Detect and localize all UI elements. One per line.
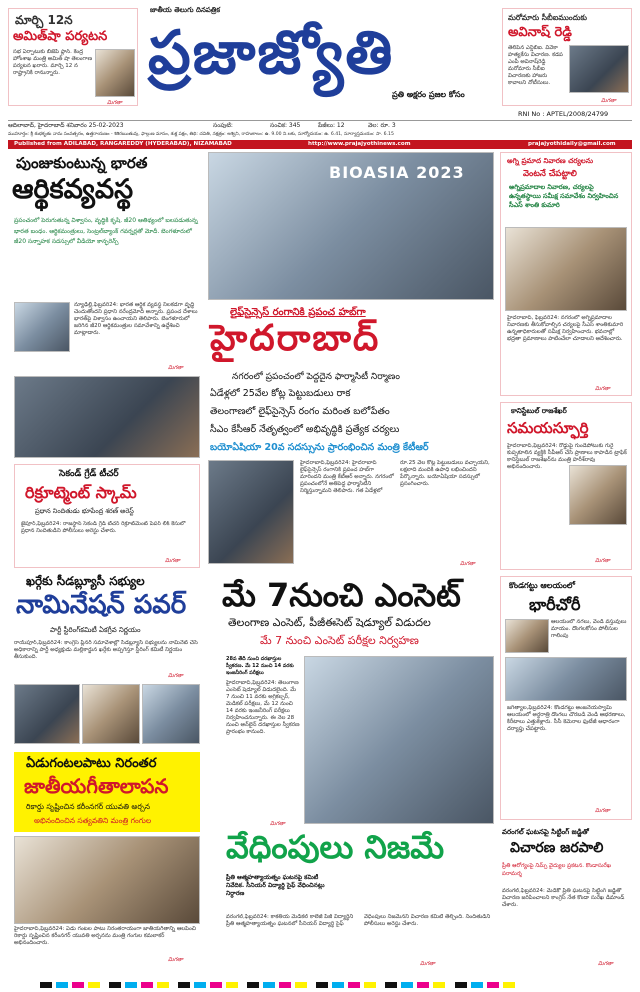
avinash-reddy-photo (569, 45, 629, 93)
constable-photo (569, 465, 627, 525)
warangal-headline: విచారణ జరపాలి (510, 840, 604, 856)
economy-deck: ప్రపంచంలో పెరుగుతున్న విశ్వాసం, వృద్ధికి కృషి. జీ20 ఆతిథ్యంలో బలపడుతున్న భారత బంధం. ఆర్థికమంత్రులు, సెంట్రల్‌బ్యాంక్ గవర్నర్లతో మోదీ. బెంగళూరులో జీ20 సన్నాహక సదస్సులో వీడియో కాన్ఫరెన్స్ (14, 217, 198, 245)
eamcet-headline: మే 7నుంచి ఎంసెట్ (222, 576, 461, 614)
harassment-more: మిగతా (420, 961, 436, 967)
harassment-deck: ప్రీతి ఆత్మహత్యాయత్నం ఘటనపై కమిటీ నివేదిక. సీనియర్ విద్యార్థి సైఫ్ వేధించినట్లు నిర్ధారణ (226, 874, 325, 897)
hyderabad-overline: లైఫ్‌సైన్సెస్ రంగానికి ప్రపంచ హబ్‌గా (230, 307, 366, 318)
ktr-speech-photo (208, 460, 294, 564)
hyderabad-line2: ఏడేళ్లలో 25వేల కోట్ల పెట్టుబడులు రాక (210, 388, 351, 399)
anthem-body: హైదరాబాద్,ఫిబ్రవరి24: ఏడు గంటల పాటు నిరంతరాయంగా జాతీయగీతాన్ని ఆలపించి రికార్డు సృష్టించిన కరీంనగర్ యువతి అర్చనను మంత్రి గంగుల కమలాకర్ అభినందించారు. (14, 926, 197, 946)
congress-body: రాయ్‌పూర్,ఫిబ్రవరి24: కాంగ్రెస్ ప్లీనరీ సమావేశాల్లో సీడబ్ల్యూసీ సభ్యులను నామినేట్ చేసే అధికారాన్ని పార్టీ అధ్యక్షుడు మల్లికార్జున ఖర్గేకు అప్పగిస్తూ స్టీరింగ్ కమిటీ నిర్ణయం తీసుకుంది. (14, 640, 198, 660)
eamcet-body: హైదరాబాద్,ఫిబ్రవరి24: తెలంగాణ ఎంసెట్ షెడ్యూల్ విడుదలైంది. మే 7 నుంచి 11 వరకు అగ్రికల్చర్, మెడికల్ పరీక్షలు, మే 12 నుంచి 14 వరకు ఇంజనీరింగ్ పరీక్షలు నిర్వహించనున్నారు. ఈ నెల 28 నుంచి ఆన్‌లైన్ దరఖాస్తుల స్వీకరణ ప్రారంభం కానుంది. (226, 680, 300, 735)
eamcet-deck: 28వ తేదీ నుంచి దరఖాస్తుల స్వీకరణ. మే 12 నుంచి 14 వరకు ఇంజనీరింగ్ పరీక్షలు (226, 656, 294, 676)
anthem-headline: జాతీయగీతాలాపన (24, 774, 169, 798)
right-teaser-more: మిగతా (601, 98, 617, 104)
fire-kicker: అగ్ని ప్రమాద నివారణ చర్యలను (507, 157, 594, 165)
print-color-bar (40, 973, 600, 981)
warangal-more: మిగతా (598, 961, 614, 967)
recruit-headline: రిక్రూట్మెంట్ స్కామ్ (25, 483, 137, 502)
economy-body: న్యూఢిల్లీ,ఫిబ్రవరి24: భారత ఆర్థిక వ్యవస్థ నిలకడగా వృద్ధి చెందుతోందని ప్రధాని నరేంద్రమోదీ అన్నారు. ప్రపంచ దేశాలు భారత్‌పై విశ్వాసం ఉంచాయని తెలిపారు. బెంగళూరులో జరిగిన జీ20 ఆర్థికమంత్రుల సమావేశాన్ని ఉద్దేశించి మాట్లాడారు. (74, 302, 198, 336)
fire-headline: వెంటనే చేపట్టాలి (523, 169, 577, 179)
theft-body: జగిత్యాల,ఫిబ్రవరి24: కొండగట్టు ఆంజనేయస్వామి ఆలయంలో అర్ధరాత్రి దొంగలు చొరబడి వెండి ఆభరణాలు, కిరీటాలు ఎత్తుకెళ్లారు. సీసీ కెమెరాల ఫుటేజీ ఆధారంగా దర్యాప్తు చేపట్టారు. (507, 705, 626, 732)
constable-headline: సమయస్ఫూర్తి (507, 419, 589, 437)
anthem-more: మిగతా (168, 957, 184, 963)
recruit-kicker: సెకండ్ గ్రేడ్ టీచర్ (59, 469, 119, 479)
congress-hall-photo (82, 684, 140, 744)
theft-kicker: కొండగట్టు ఆలయంలో (509, 581, 576, 590)
harassment-body: వరంగల్,ఫిబ్రవరి24: కాకతీయ మెడికల్ కాలేజీ పీజీ విద్యార్థిని ప్రీతి ఆత్మహత్యాయత్నం ఘటనలో సీనియర్ విద్యార్థి సైఫ్ వేధింపులు నిజమేనని విచారణ కమిటీ తేల్చింది. నిందితుడిని పోలీసులు అరెస్టు చేశారు. (226, 914, 491, 927)
fire-body: హైదరాబాద్, ఫిబ్రవరి24: నగరంలో అగ్నిప్రమాదాల నివారణకు తీసుకోవాల్సిన చర్యలపై సీఎస్ శాంతికుమారి ఉన్నతాధికారులతో సమీక్ష నిర్వహించారు. భవనాల్లో భద్రతా ప్రమాణాలు పాటించేలా చూడాలని ఆదేశించారు. (507, 315, 624, 342)
congress-leaders-photo (142, 684, 200, 744)
anthem-box (14, 752, 200, 832)
harassment-headline: వేధింపులు నిజమే (226, 828, 445, 866)
bioasia-photo (208, 152, 494, 300)
dateline-row (8, 120, 632, 130)
kondagattu-photo (505, 619, 549, 653)
congress-plenary-photo (14, 684, 80, 744)
hyderabad-line5: బయోఏషియా 20వ సదస్సును ప్రారంభించిన మంత్రి కేటీఆర్ (210, 442, 429, 453)
publisher-text: Published from ADILABAD, RANGAREDDY (HYDERABAD), NIZAMABAD (14, 141, 232, 147)
theft-scene-photo (505, 657, 627, 701)
recruit-box (14, 464, 200, 568)
students-photo (304, 656, 494, 824)
hyderabad-line1: నగరంలో ప్రపంచంలో పెద్దదైన ఫార్మాసిటీ నిర్మాణం (232, 372, 400, 382)
congress-more: మిగతా (168, 673, 184, 679)
warangal-kicker: వరంగల్ ఘటనపై సిట్టింగ్ జడ్జితో (502, 828, 589, 836)
cs-meeting-photo (505, 227, 627, 311)
dateline-price: వెల: రూ. 3 (368, 122, 396, 129)
dateline-volume: సంపుటి: (213, 122, 233, 129)
constable-more: మిగతా (595, 558, 611, 564)
theft-deck: ఆలయంలో నగలు, వెండి వస్తువులు మాయం. దొంగలకోసం పోలీసుల గాలింపు (551, 619, 627, 639)
hyderabad-line3: తెలంగాణలో లైఫ్‌సైన్సెస్ రంగం మరింత బలోపేతం (210, 406, 390, 417)
congress-deck: పార్టీ స్టీరింగ్‌కమిటీ ఏకగ్రీవ నిర్ణయం (50, 626, 141, 634)
dateline-pages: పేజీలు: 12 (318, 122, 345, 129)
publisher-website[interactable]: http://www.prajajyothinews.com (308, 141, 411, 147)
hyderabad-more: మిగతా (460, 561, 476, 567)
constable-box (500, 402, 632, 570)
congress-kicker: ఖర్గేకు సీడబ్ల్యూసీ సభ్యుల (26, 574, 145, 588)
anthem-line2: అభినందించిన సత్యవతిని మంత్రి గంగుల (34, 816, 152, 825)
left-teaser-body: సభ ఏర్పాటుకు బీజేపీ ప్లాన్. కేంద్ర హోంశాఖ మంత్రి అమిత్ షా తెలంగాణ పర్యటన ఖరారు. మార్చి 12 న రాష్ట్రానికి రానున్నారు. (13, 49, 93, 76)
hyderabad-headline: హైదరాబాద్ (210, 318, 381, 359)
amit-shah-photo (95, 49, 135, 97)
rni-number: RNI No : APTEL/2008/24799 (518, 110, 609, 118)
eamcet-line2: మే 7 నుంచి ఎంసెట్ పరీక్షల నిర్వహణ (260, 634, 419, 647)
economy-kicker: పుంజుకుంటున్న భారత (16, 154, 148, 172)
left-teaser (8, 8, 138, 106)
warangal-body: వరంగల్,ఫిబ్రవరి24: మెడికో ప్రీతి ఘటనపై సిట్టింగ్ జడ్జితో విచారణ జరిపించాలని కాంగ్రెస్ నేత కొండా సురేఖ డిమాండ్ చేశారు. (502, 888, 625, 908)
fire-box (500, 152, 632, 396)
warangal-deck: ప్రీతి ఆరోగ్యంపై నిమ్స్ వైద్యుల ప్రకటన. కొండాసురేఖ పరామర్శ (502, 863, 612, 877)
congress-headline: నామినేషన్ పవర్ (16, 590, 187, 620)
anthem-kicker: ఏడుగంటలపాటు నిరంతర (26, 756, 157, 771)
anthem-line1: రికార్డు సృష్టించిన కరీంనగర్ యువతి అర్చన (26, 802, 150, 811)
theft-headline: భారీచోరీ (529, 595, 581, 614)
recruit-more: మిగతా (165, 558, 181, 564)
theft-more: మిగతా (595, 808, 611, 814)
hyderabad-body: హైదరాబాద్,ఫిబ్రవరి24: హైదరాబాద్ లైఫ్‌సైన్సెస్ రంగానికి ప్రపంచ హబ్‌గా మారిందని మంత్రి కేటీఆర్ అన్నారు. నగరంలో ప్రపంచంలోనే అతిపెద్ద ఫార్మాసిటీని నిర్మిస్తున్నామని తెలిపారు. గత ఏడేళ్లలో రూ.25 వేల కోట్ల పెట్టుబడులు వచ్చాయని, లక్షలాది మందికి ఉపాధి లభించిందని పేర్కొన్నారు. బయోఏషియా సదస్సులో ప్రసంగించారు. (300, 460, 490, 494)
g20-meeting-photo (14, 376, 200, 458)
hyderabad-line4: సీఎం కేసీఆర్ నేతృత్వంలో అభివృద్ధికి ప్రత్యేక చర్యలు (210, 424, 400, 435)
eamcet-more: మిగతా (270, 821, 286, 827)
constable-body: హైదరాబాద్,ఫిబ్రవరి24: రోడ్డుపై గుండెపోటుకు గురై కుప్పకూలిన వ్యక్తికి సీపీఆర్ చేసి ప్రాణాలు కాపాడిన ట్రాఫిక్ కానిస్టేబుల్ రాజశేఖర్‌ను మంత్రి హరీశ్‌రావు అభినందించారు. (507, 443, 627, 470)
fire-deck: అగ్నిప్రమాదాల నివారణ, చర్యలపై ఉన్నతస్థాయి సమీక్ష సమావేశం నిర్వహించిన సీఎస్ శాంతి కుమారి (509, 183, 619, 209)
dateline-left: ఆదిలాబాద్, హైదరాబాద్ శనివారం 25-02-2023 (8, 122, 124, 129)
economy-headline: ఆర్థికవ్యవస్థ (12, 174, 134, 205)
anthem-photo (14, 836, 200, 924)
fire-more: మిగతా (595, 386, 611, 392)
publisher-strip (8, 140, 632, 149)
recruit-deck: ప్రధాన నిందితుడు భూపేంద్ర శరణ్ అరెస్ట్ (35, 507, 134, 515)
right-teaser-kicker: మరోమారు సీబీఐముందుకు (508, 13, 587, 22)
masthead-tagline: జాతీయ తెలుగు దినపత్రిక (150, 6, 220, 14)
recruit-body: జైపూర్,ఫిబ్రవరి24: రాజస్థాన్ సెకండ్ గ్రేడ్ టీచర్ రిక్రూట్‌మెంట్ పేపర్ లీక్ కేసులో ప్రధాన నిందితుడిని పోలీసులు అరెస్టు చేశారు. (21, 521, 186, 534)
dateline-issue: సంచిక: 345 (270, 122, 301, 129)
theft-box (500, 576, 632, 820)
publisher-email[interactable]: prajajyothidaily@gmail.com (528, 141, 616, 147)
masthead-title: ప్రజాజ్యోతి (148, 18, 395, 88)
modi-photo (14, 302, 70, 352)
economy-more: మిగతా (168, 365, 184, 371)
left-teaser-kicker: మార్చి 12న (15, 13, 73, 27)
constable-kicker: కానిస్టేబుల్ రాజశేఖర్ (511, 407, 567, 415)
bioasia-banner: BIOASIA 2023 (329, 163, 465, 182)
right-teaser-body: తెలిపిన ఎన్డీబీఐ. వివేకా హత్యకేసు విచారణ. కడప ఎంపీ అవినాష్‌రెడ్డి మరోమారు సీబీఐ విచారణకు హాజరు కావాలని నోటీసులు. (508, 45, 563, 86)
right-teaser (502, 8, 632, 106)
left-teaser-more: మిగతా (107, 100, 123, 106)
right-teaser-headline: అవినాష్ రెడ్డి (508, 25, 572, 40)
eamcet-line1: తెలంగాణ ఎంసెట్, పీజీఈసెట్ షెడ్యూల్ విడుదల (228, 616, 431, 629)
masthead-motto: ప్రతి అక్షరం ప్రజల కోసం (392, 90, 465, 99)
left-teaser-headline: అమిత్‌షా పర్యటన (13, 29, 108, 44)
almanac-row: ముహూర్తం: శ్రీ శుభకృతు నామ సంవత్సరం, ఉత్తరాయణం - శిశిరఋతువు, ఫాల్గుణ మాసం, శుక్ల పక్షం, తిథి: చవితి, నక్షత్రం: అశ్విని, రాహుకాలం: ఉ. 9.00 ని.లకు, సూర్యోదయం: ఉ. 6.41, సూర్యాస్తమయం: సా. 6.15 (8, 132, 394, 137)
